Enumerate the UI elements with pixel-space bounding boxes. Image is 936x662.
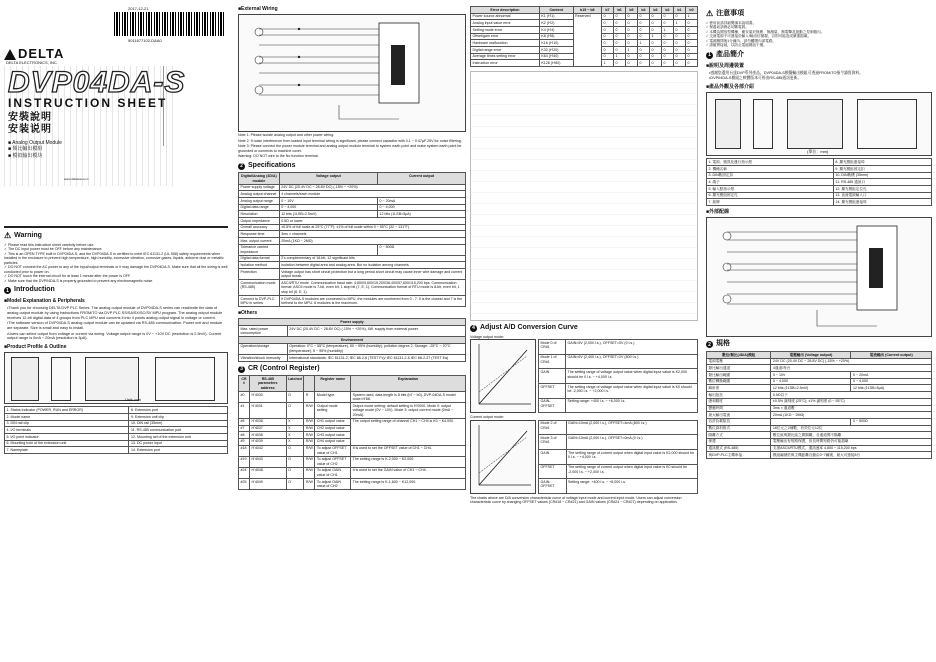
print-date: 2017-12-21 bbox=[128, 6, 149, 11]
table-row: Hardware malfunction K16 (H'10) 0 0 0 1 0 0 0 0 bbox=[471, 40, 698, 47]
unit-label: Unit: mm bbox=[125, 397, 141, 403]
register-detail-table-area bbox=[470, 71, 698, 321]
table-row: GAIN The setting range of current output when digital input value is K2,000 should be 0 l.s. ~ +4,000 l.s. bbox=[539, 449, 698, 464]
table-row: 5. 輸入點指示燈 12. 擴充模組定位孔 bbox=[707, 186, 932, 193]
table-row: Max. rated power consumption 24V DC (20.4V DC ~ 28.8V DC) (-15% ~ +20%), 4W, supply from external power. bbox=[239, 326, 466, 337]
cn-intro-paragraph: • 感謝您選用台達DVP系列產品。DVP04DA-S模擬輸出模組可透過FROM/TO指令讀寫資料。 bbox=[709, 71, 932, 76]
cr-table bbox=[238, 375, 466, 490]
table-row: #8 H'4038 X R/W CH3 output value bbox=[239, 432, 466, 439]
table-row: GAIN The setting range of voltage output value when digital input value is K2,000 should be 0 l.s. ~ +4,000 l.s. bbox=[539, 369, 698, 384]
table-row: OFFSET The setting range of voltage output value when digital input value is K0 should be -2,000 l.s. ~ +2,000 l.s. bbox=[539, 384, 698, 399]
table-row: 輸出阻抗 0.5Ω以下 bbox=[707, 392, 932, 399]
current-mode-table bbox=[538, 420, 698, 494]
table-row: Mode 1 of CR#1 GAIN=6V (2,400 l.s.), OFFSET=2V (800 l.s.) bbox=[539, 354, 698, 369]
sheet-title: INSTRUCTION SHEET bbox=[8, 96, 168, 110]
table-row: Offset/gain error K8 (H'8) 0 0 0 0 1 0 0 0 bbox=[471, 33, 698, 40]
warning-icon: ⚠ bbox=[706, 9, 714, 18]
wiring-note: Note 2: If noise interference from loaded input terminal wiring is significant, please connect capacitor with 0.1 ~ 0.47μF 25V for noise filtering. bbox=[238, 138, 462, 143]
company-name: DELTA ELECTRONICS, INC. bbox=[6, 60, 58, 65]
table-row: #19 H'4043 O R/W To adjust OFFSET value of CH2 The setting range is K-2,000 ~ K2,000. bbox=[239, 456, 466, 467]
table-row: Digital data range 0 ~ 4,000 0 ~ 4,000 bbox=[239, 204, 466, 211]
voltage-curve-svg bbox=[471, 340, 535, 412]
table-row: Vibration/shock immunity International standards: IEC 61131-2, IEC 68-2-6 (TEST Fc)/ IEC 61131-2 & IEC 68-2-27 (TEST Ea) bbox=[239, 354, 466, 361]
table-row: 6. 擴充模組固定孔 13. 直流電源輸入口 bbox=[707, 192, 932, 199]
specifications-table bbox=[238, 172, 466, 307]
cn-warning-item: ✓ 電源關閉後1分鐘內，請勿觸摸內部電路。 bbox=[706, 38, 777, 43]
table-row: 解析度 12 bits (1LSB=2.5mV) 12 bits (1LSB=5μA) bbox=[707, 385, 932, 392]
table-row: #9 H'4039 X R/W CH4 output value bbox=[239, 438, 466, 445]
voltage-mode-table bbox=[538, 339, 698, 413]
table-row: 隔離方式 數位區與類比區之間隔離，各通道間不隔離 bbox=[707, 432, 932, 439]
specifications-heading: 2 Specifications bbox=[238, 162, 466, 171]
table-row: GAIN-OFFSET Setting range: +400 l.s. ~ +6,000 l.s. bbox=[539, 398, 698, 413]
cn-product-outline-drawing bbox=[706, 92, 932, 156]
table-row: 2. Model name 9. Extension unit clip bbox=[5, 414, 228, 421]
cn-wiring-diagram bbox=[706, 217, 932, 337]
table-row: GAIN-OFFSET Setting range: +400 l.s. ~ +6,000 l.s. bbox=[539, 479, 698, 494]
table-row: Response time 3ms × channels bbox=[239, 231, 466, 238]
column-english-intro bbox=[4, 6, 228, 454]
wiring-diagram bbox=[238, 14, 466, 132]
voltage-curve-figure bbox=[470, 339, 536, 413]
module-front-view bbox=[715, 99, 741, 149]
table-row: Tolerance carried impedance 0 ~ 500Ω bbox=[239, 244, 466, 255]
title-area bbox=[4, 66, 228, 226]
table-row: 2. 機種名稱 9. 擴充模組固定扣 bbox=[707, 166, 932, 173]
model-explanation-heading: ■ Model Explanation & Peripherals bbox=[4, 298, 228, 304]
table-row: Resolution 12 bits (1LSB=2.5mV) 12 bits (1LSB=5μA) bbox=[239, 211, 466, 218]
module-dimension-view bbox=[155, 357, 215, 401]
introduction-heading: 1 Introduction bbox=[4, 286, 228, 295]
table-row: Isolation method Isolation between digital area and analog area. But no isolation among channels. bbox=[239, 262, 466, 269]
table-header-row: Error description Content b15 ~ b8 b7 b6 b5 b4 b3 b2 b1 b0 bbox=[471, 7, 698, 14]
cn-unit-label: (單位：mm) bbox=[807, 149, 829, 155]
voltage-curve-block bbox=[470, 339, 698, 413]
cn-intro-subheading: ■ 說明及周邊裝置 bbox=[706, 63, 932, 69]
table-row: 容許負載阻抗 0 ~ 500Ω bbox=[707, 418, 932, 425]
module-dimension-view bbox=[857, 99, 917, 149]
table-header-row: CR # RS-485 parameters address Latched Register name Explanation bbox=[239, 376, 466, 392]
table-row: 最大輸出電流 20mA (1KΩ ~ 2MΩ) bbox=[707, 412, 932, 419]
table-row: 類比輸出通道 4通道/每台 bbox=[707, 365, 932, 372]
table-row: 數位資料格式 16位元之2補數，有效位元12位 bbox=[707, 425, 932, 432]
table-header-row: Environment bbox=[239, 337, 466, 344]
cn-title-traditional: 安裝說明 bbox=[8, 112, 52, 123]
cr-heading: 3 CR (Control Register) bbox=[238, 365, 466, 374]
table-row: #6 H'4036 X R/W CH1 output value The output setting range of channel CH1 ~ CH4 is K0 ~ K4,000. bbox=[239, 418, 466, 425]
table-row: 通訊模式 (RS-485) 支援ASCII/RTU模式，通訊速率 4,800 ~ 115,200 bps bbox=[707, 445, 932, 452]
table-row: OFFSET The setting range of current output when digital input value is K0 should be -2,000 l.s. ~ +2,000 l.s. bbox=[539, 464, 698, 479]
cn-warning-item: ✓ 本機為開放型機種，應安裝於無塵、無濕氣、無電擊及振動之控制箱內。 bbox=[706, 29, 825, 34]
table-row: 數位轉換範圍 0 ~ 4,000 0 ~ 4,000 bbox=[707, 378, 932, 385]
table-row: 4. I/O terminals 11. RS-485 communication port bbox=[5, 427, 228, 434]
table-row: 響應時間 3ms × 通道數 bbox=[707, 405, 932, 412]
table-header-row: Digital/Analog (4D/A) module Voltage output Current output bbox=[239, 173, 466, 184]
table-row: Communication mode (RS-485) ASCII/RTU mode. Communication baud rate: 4,800/9,600/19,200/38,400/57,600/115,200 bps. Communication format: ASCII mode is 7-bit, even bit, 1 stop bit (7, E, 1). Communication format of RTU mode is 8-bit, even bit, 1 stop bit (8, E, 1). bbox=[239, 280, 466, 296]
section-number-1-icon: 1 bbox=[4, 287, 11, 294]
warning-item: ✓ DO NOT touch the internal circuit for at least 1 minute after the power is OFF. bbox=[4, 274, 131, 279]
table-row: #7 H'4037 X R/W CH2 output value bbox=[239, 425, 466, 432]
product-name: DVP04DA-S bbox=[8, 66, 186, 99]
intro-paragraph: • The software version of DVP04DA-S analog output module can be updated via RS-485 communication. Power unit and module are separate. Size is small and easy to install. bbox=[7, 321, 228, 330]
column-wiring-specs bbox=[238, 6, 466, 490]
adjust-footer-text: The charts above are D/A conversion characteristic curve of voltage input mode and current input mode. Users can adjust conversion characteristic curve by changing OFFSET values (CR#18 ~ CR#21) and GAIN values (CR#24 ~ CR#27) depending on application. bbox=[470, 495, 682, 505]
table-row: 與DVP-PLC主機串接 模組編號依與主機距離自動由0~7編號，最大可連接8台 bbox=[707, 452, 932, 459]
intro-paragraph: • Users can select output from voltage or current via wiring. Voltage output range is 0V ~ +10V DC (resolution is 2.5mV). Current output range is 0mA ~ 20mA (resolution is 5μA). bbox=[7, 332, 228, 341]
cn-warning-item: ✓ 使用前請詳細閱讀本說明書。 bbox=[706, 21, 757, 25]
cn-warning-item: ✓ 請確實接地，以防止電磁雜訊干擾。 bbox=[706, 43, 767, 48]
current-curve-block bbox=[470, 420, 698, 494]
warning-section bbox=[4, 226, 228, 283]
table-row: Mode 2 of CR#1 GAIN=10mA (2,000 l.s.), OFFSET=4mA (800 l.s.) bbox=[539, 420, 698, 435]
warning-item: ✓ Make sure that the DVP04DA-S is properly grounded to prevent any electromagnetic noise. bbox=[4, 278, 154, 283]
module-list bbox=[8, 140, 62, 159]
cn-spec-heading: 2 規格 bbox=[706, 340, 932, 349]
table-row: Connect to DVP-PLC MPU in series If DVP04DA-S modules are connected to MPU, the modules are numbered from 0 - 7. 0 is the closest and 7 is the furthest to the MPU. 8 modules is the maximum. bbox=[239, 295, 466, 306]
cn-wiring-schematic bbox=[707, 218, 931, 336]
company-logo-text: DELTA bbox=[18, 46, 65, 61]
barcode bbox=[114, 12, 224, 36]
table-row: Output impedance 0.5Ω or lower bbox=[239, 217, 466, 224]
current-curve-figure bbox=[470, 420, 536, 494]
table-row: Max. output current 20mA (1KΩ ~ 2MΩ) bbox=[239, 237, 466, 244]
external-wiring-heading: ■ External Wiring bbox=[238, 6, 466, 12]
product-profile-heading: ■ Product Profile & Outline bbox=[4, 344, 228, 350]
table-row: 3. DIN rail clip 10. DIN rail (35mm) bbox=[5, 420, 228, 427]
wiring-warning: Warning: DO NOT wire to the No function terminal. bbox=[238, 154, 319, 159]
header-area bbox=[4, 6, 228, 66]
product-outline-drawing bbox=[4, 352, 228, 404]
barcode-number: 5011677102-DAA0 bbox=[128, 38, 162, 43]
warning-heading: ⚠ Warning bbox=[4, 231, 42, 240]
column-registers-adjust bbox=[470, 6, 698, 505]
table-row: Mode 3 of CR#1 GAIN=10mA (2,000 l.s.), OFFSET=0mA (0 l.s.) bbox=[539, 435, 698, 450]
table-row: #0 H'4030 O R Model type System used, data length is 8 bits (b7 ~ b0). DVP-04DA-S model code=H'88. bbox=[239, 392, 466, 403]
current-mode-label: Current output mode: bbox=[470, 415, 504, 420]
column-chinese bbox=[706, 6, 932, 459]
website-link[interactable]: www.deltaww.com bbox=[64, 177, 89, 181]
table-row: Mode 0 of CR#1 GAIN=5V (2,000 l.s.), OFFSET=0V (0 l.s.) bbox=[539, 340, 698, 355]
table-row: 7. Nameplate 14. Extension port bbox=[5, 447, 228, 454]
cn-wiring-heading: ■ 外部配線 bbox=[706, 209, 932, 215]
table-row: Analog output range 0 ~ 10V 0 ~ 20mA bbox=[239, 197, 466, 204]
section-number-4-icon: 4 bbox=[470, 325, 477, 332]
voltage-mode-label: Voltage output mode: bbox=[470, 334, 504, 339]
table-row: 類比輸出範圍 0 ~ 10V 0 ~ 20mA bbox=[707, 372, 932, 379]
table-row: 6. Mounting hole of the extension unit 13. DC power input bbox=[5, 440, 228, 447]
cn-intro-heading: 1 產品簡介 bbox=[706, 51, 932, 60]
module-side-view bbox=[51, 357, 71, 401]
cn-intro-paragraph: • DVP04DA-S模組之軟體版本可經由RS-485通訊更新。 bbox=[709, 76, 932, 81]
section-number-3-icon: 3 bbox=[238, 366, 245, 373]
table-row: Instruction error K128 (H'80) 1 0 0 0 0 0 0 0 bbox=[471, 60, 698, 67]
warning-item: ✓ This is an OPEN TYPE built in DVP04DA-S, and the DVP04DA-S is certified to meet IEC 61131-2 (UL 508) safety requirements when installed in the enclosure to prevent high temperature, high humidity, excessive vibration, corrosive gases, liquids, airborne dust or metallic particles. bbox=[4, 251, 224, 265]
intro-paragraph: • Thank you for choosing DELTA DVP PLC Series. The analog output module of DVP04DA-S series can read/write the data of analog output module by using instructions FROM/TO via DVP PLC SS/SA/SX/SC/SV MPU program. The analog output module receives 12-bit digital data of 4 groups from PLC MPU and converts it into 4 points analog output signal in voltage or current. bbox=[7, 306, 228, 320]
table-row: Protection Voltage output has short circuit protection but a long period short circuit may cause inner wire damage and current output break. bbox=[239, 269, 466, 280]
table-header-row: Power supply bbox=[239, 319, 466, 326]
table-row: 7. 銘牌 14. 擴充模組連接埠 bbox=[707, 199, 932, 206]
module-name-tc: ■ 類比輸出模組 bbox=[8, 146, 43, 153]
table-row: Operation/storage Operation: 0°C ~ 55°C (temperature), 50 ~ 95% (humidity), pollution degree 2. Storage: -25°C ~ 70°C (temperature), 5 ~ 95% (humidity) bbox=[239, 343, 466, 354]
table-row: 3. DIN軌固定扣 10. DIN軌槽 (35mm) bbox=[707, 172, 932, 179]
cn-warning-heading: ⚠ 注意事項 bbox=[706, 9, 745, 18]
wiring-schematic bbox=[239, 15, 465, 131]
wiring-note: Note 3: Please connect the power module terminal and analog output module terminal to system earth point and make system earth point be grounded or connects to machine cover. bbox=[238, 144, 462, 153]
section-number-2-icon: 2 bbox=[238, 163, 245, 170]
error-code-table bbox=[470, 6, 698, 67]
cn-warning-item: ✓ 交流電源不可連接於輸入/輸出信號端，否則可能造成嚴重損壞。 bbox=[706, 34, 811, 39]
introduction-section bbox=[4, 286, 228, 454]
table-row: Digital data format 2's complementary of 16-bit, 12 significant bits bbox=[239, 255, 466, 262]
cn-profile-heading: ■ 產品外觀及各部介紹 bbox=[706, 84, 932, 90]
table-row: #24 H'4048 O R/W To adjust GAIN value of CH1 It is used to set the GAIN value of CH1 ~ CH4. bbox=[239, 467, 466, 478]
table-row: Digital range error K32 (H'20) 0 0 1 0 0 0 0 0 bbox=[471, 47, 698, 54]
module-top-view bbox=[85, 357, 139, 401]
table-row: 4. 端子 11. RS-485 通訊口 bbox=[707, 179, 932, 186]
module-side-view bbox=[753, 99, 773, 149]
delta-triangle-icon bbox=[4, 49, 16, 60]
others-table bbox=[238, 318, 466, 361]
table-row: Analog output channel 4 channels/each module bbox=[239, 191, 466, 198]
table-row: 總和精度 ±0.5% 滿刻度 (25°C); ±1% 滿刻度 (0 ~ 55°C) bbox=[707, 398, 932, 405]
module-name-sc: ■ 模拟输出模块 bbox=[8, 152, 43, 159]
table-row: Power source abnormal K1 (H'1) Reserved 0 0 0 0 0 0 0 1 bbox=[471, 13, 698, 20]
table-row: 電源電壓 24V DC (20.4V DC ~ 28.8V DC) (-15% ~ +20%) bbox=[707, 358, 932, 365]
cn-title-simplified: 安装说明 bbox=[8, 124, 52, 135]
cn-spec-table bbox=[706, 351, 932, 459]
warning-icon: ⚠ bbox=[4, 231, 12, 240]
cn-parts-table bbox=[706, 158, 932, 206]
table-row: 1. Status indicator (POWER, RUN and ERROR) 8. Extension port bbox=[5, 407, 228, 414]
table-row: Overall accuracy ±0.5% of full scale at 25°C (77°F); ±1% of full scale within 0 ~ 55°C (32 ~ 131°F) bbox=[239, 224, 466, 231]
table-row: Power supply voltage 24V DC (20.4V DC ~ 28.8V DC) (-15% ~ +20%) bbox=[239, 184, 466, 191]
others-heading: ■ Others bbox=[238, 310, 466, 316]
warning-item: ✓ The DC input power must be OFF before any maintenance. bbox=[4, 247, 103, 252]
wiring-note: Note 1: Please isolate analog output and other power wiring. bbox=[238, 133, 335, 138]
parts-table bbox=[4, 406, 228, 454]
table-row: 1. 電源、錯誤及運行指示燈 8. 擴充模組連接埠 bbox=[707, 159, 932, 166]
warning-item: ✓ DO NOT connect the AC power to any of the input/output terminals or it may damage the DVP04DA-S. Make sure that all the wiring is well conducted prior to power on. bbox=[4, 265, 228, 274]
table-row: #18 H'4042 O R/W To adjust OFFSET value of CH1 It is used to set the OFFSET value of CH1 ~ CH4. bbox=[239, 445, 466, 456]
table-row: #25 H'4049 O R/W To adjust GAIN value of CH2 The setting range is K-1,600 ~ K12,000. bbox=[239, 479, 466, 490]
cn-warning-item: ✓ 保養前請務必切斷電源。 bbox=[706, 25, 749, 30]
module-front-view bbox=[11, 357, 39, 401]
table-row: Analog input value error K2 (H'2) 0 0 0 0 0 0 1 0 bbox=[471, 20, 698, 27]
table-header-row: 數位/類比(4D/A)模組 電壓輸出 (Voltage output) 電流輸出 (Current output) bbox=[707, 352, 932, 359]
current-curve-svg bbox=[471, 421, 535, 493]
section-number-1-icon: 1 bbox=[706, 52, 713, 59]
adjust-curve-heading: 4 Adjust A/D Conversion Curve bbox=[470, 324, 698, 333]
warning-item: ✓ Please read this instruction sheet carefully before use. bbox=[4, 243, 95, 247]
table-row: 保護 電壓輸出有短路保護，但長時間短路仍可能損壞 bbox=[707, 438, 932, 445]
module-name-en: ■ Analog Output Module bbox=[8, 140, 62, 146]
table-row: 5. I/O point indicator 12. Mounting rail of the extension unit bbox=[5, 434, 228, 441]
table-row: Setting mode error K4 (H'4) 0 0 0 0 0 1 0 0 bbox=[471, 27, 698, 34]
module-top-view bbox=[787, 99, 843, 149]
table-row: #1 H'4031 O R/W Output mode setting Output mode setting: default setting is H'0000. Mode 0: output voltage mode (0V ~ 10V). Mode 3: output current mode (0mA ~ 20mA). bbox=[239, 403, 466, 419]
section-number-2-icon: 2 bbox=[706, 341, 713, 348]
table-row: Average times setting error K64 (H'40) 0 1 0 0 0 0 0 0 bbox=[471, 53, 698, 60]
